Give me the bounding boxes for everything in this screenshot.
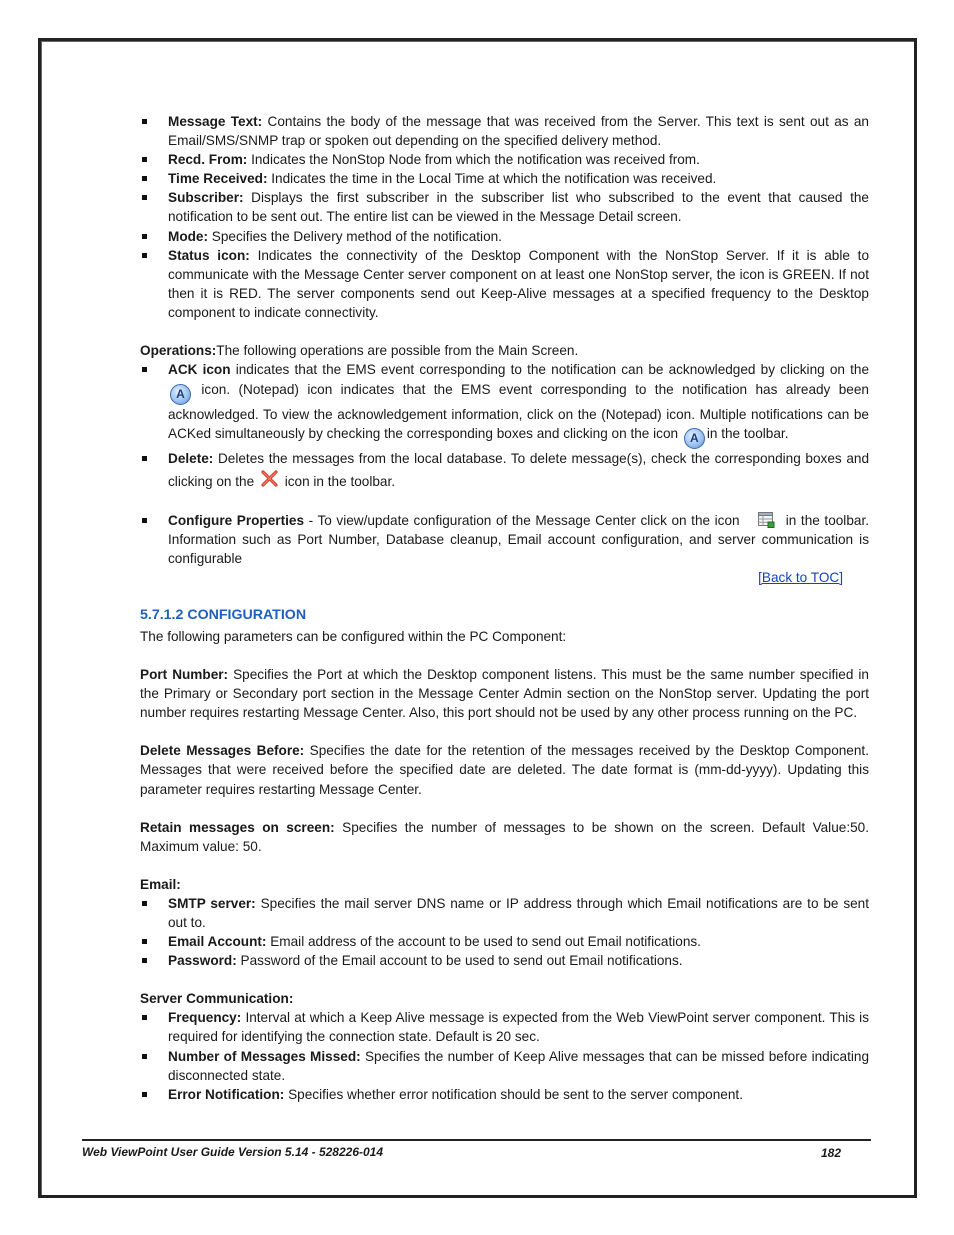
ack-icon[interactable]: A: [684, 428, 705, 449]
list-item: [140, 1008, 869, 1046]
list-item: [140, 951, 869, 970]
ack-icon[interactable]: A: [170, 384, 191, 405]
field-desc: Contains the body of the message that was received from the Server. This text is sent out as an Email/SMS/SNMP trap or spoken out depending on the specified delivery method.: [168, 114, 869, 149]
param-delete-messages-before: [140, 741, 869, 798]
server-comm-term: Frequency:: [168, 1010, 242, 1026]
param-desc: Specifies the date for the retention of the messages received by the Desktop Component. Messages that were received before the specified date are deleted. The date format is (mm-dd-yyyy). Updating this parameter requires restarting Message Center.: [140, 743, 869, 797]
page-number: 182: [820, 1146, 841, 1160]
configure-text-2: in the toolbar. Information such as Port Number, Database cleanup, Email account configuration, and server communication is configurable: [168, 512, 870, 566]
list-item: [140, 246, 869, 322]
list-item: [140, 188, 869, 226]
configure-term: Configure Properties: [168, 512, 305, 528]
ack-text-2: icon. (Notepad) icon indicates that the EMS event corresponding to the notification has already been acknowledged. To view the acknowledgement information, click on the (Notepad) icon. Multiple notifications can be ACKed simultaneously by checking the corresponding boxes and clicking on the icon: [168, 381, 869, 442]
back-to-toc-link[interactable]: [Back to TOC]: [758, 569, 843, 585]
list-item: [140, 227, 869, 246]
email-term: Password:: [168, 953, 237, 969]
field-desc: Specifies the Delivery method of the notification.: [208, 228, 502, 244]
field-term: Recd. From:: [168, 152, 248, 168]
footer-title: Web ViewPoint User Guide Version 5.14 - 528226-014: [82, 1145, 384, 1159]
properties-grid-icon[interactable]: [758, 512, 775, 528]
server-comm-term: Number of Messages Missed:: [168, 1048, 361, 1064]
email-desc: Specifies the mail server DNS name or IP address through which Email notifications are to be sent out to.: [168, 895, 870, 930]
configure-list: [140, 511, 869, 568]
document-body: [140, 112, 869, 1104]
field-term: Time Received:: [168, 171, 268, 187]
server-comm-label: [140, 989, 869, 1008]
field-desc: Displays the first subscriber in the subscriber list who subscribed to the event that caused the notification to be sent out. The entire list can be viewed in the Message Detail screen.: [168, 190, 869, 225]
server-comm-label-text: Server Communication:: [140, 991, 294, 1007]
operations-label: Operations:: [140, 343, 217, 359]
param-desc: Specifies the Port at which the Desktop component listens. This must be the same number specified in the Primary or Secondary port section in the Message Center Admin section on the NonStop server. Updating the port number requires restarting Message Center. Also, this port should not be used by any other process running on the PC.: [140, 667, 869, 721]
list-item: [140, 112, 869, 150]
email-desc: Password of the Email account to be used to send out Email notifications.: [236, 953, 683, 969]
param-desc: Specifies the number of messages to be shown on the screen. Default Value:50. Maximum value: 50.: [140, 819, 869, 854]
field-list: [140, 112, 869, 322]
server-comm-list: [140, 1008, 869, 1103]
section-heading: 5.7.1.2 CONFIGURATION: [140, 606, 307, 623]
field-desc: Indicates the time in the Local Time at which the notification was received.: [267, 171, 717, 187]
page-footer: [82, 1139, 871, 1159]
list-item: [140, 169, 869, 188]
toc-row: [140, 568, 869, 587]
field-desc: Indicates the connectivity of the Desktop Component with the NonStop Server. If it is able to communicate with the Message Center server component on at least one NonStop server, the icon is GREEN. If not then it is RED. The server components send out Keep-Alive messages at a specified frequency to the Desktop component to indicate connectivity.: [168, 247, 869, 320]
server-comm-term: Error Notification:: [168, 1086, 285, 1102]
param-retain-messages: [140, 818, 869, 856]
field-term: Status icon:: [168, 247, 250, 263]
field-desc: Indicates the NonStop Node from which the notification was received from.: [247, 152, 700, 168]
email-desc: Email address of the account to be used to send out Email notifications.: [266, 934, 701, 950]
list-item: [140, 932, 869, 951]
operations-list: [140, 360, 869, 491]
param-port-number: [140, 665, 869, 722]
operations-intro: [140, 341, 869, 360]
list-item: [140, 150, 869, 169]
email-list: [140, 894, 869, 970]
list-item-configure: [140, 511, 869, 568]
field-term: Subscriber:: [168, 190, 244, 206]
section-intro: The following parameters can be configured within the PC Component:: [140, 628, 567, 644]
email-term: SMTP server:: [168, 895, 256, 911]
configure-text-1: - To view/update configuration of the Message Center click on the icon: [304, 512, 745, 528]
delete-text-1: Deletes the messages from the local database. To delete message(s), check the corresponding boxes and clicking on the: [168, 451, 869, 489]
param-term: Port Number:: [140, 667, 229, 683]
server-comm-desc: Interval at which a Keep Alive message is expected from the Web ViewPoint server component. This is required for identifying the connection state. Default is 20 sec.: [168, 1010, 869, 1045]
list-item: [140, 1085, 869, 1104]
delete-x-icon[interactable]: [260, 469, 279, 488]
field-term: Message Text:: [168, 114, 263, 129]
list-item-delete: [140, 449, 869, 491]
param-term: Delete Messages Before:: [140, 743, 305, 759]
list-item: [140, 1047, 869, 1085]
field-term: Mode:: [168, 228, 209, 244]
delete-term: Delete:: [168, 451, 214, 467]
email-label: [140, 875, 869, 894]
list-item: [140, 894, 869, 932]
email-label-text: Email:: [140, 876, 181, 892]
list-item-ack: [140, 360, 869, 449]
operations-text: The following operations are possible from the Main Screen.: [216, 343, 579, 359]
ack-text-1: indicates that the EMS event corresponding to the notification can be acknowledged by clicking on the: [230, 362, 870, 378]
server-comm-desc: Specifies the number of Keep Alive messages that can be missed before indicating disconnected state.: [168, 1048, 870, 1083]
ack-term: ACK icon: [168, 362, 231, 378]
email-term: Email Account:: [168, 934, 267, 950]
delete-text-2: icon in the toolbar.: [280, 473, 396, 489]
param-term: Retain messages on screen:: [140, 819, 335, 835]
ack-text-3: in the toolbar.: [706, 426, 789, 442]
server-comm-desc: Specifies whether error notification should be sent to the server component.: [284, 1086, 743, 1102]
